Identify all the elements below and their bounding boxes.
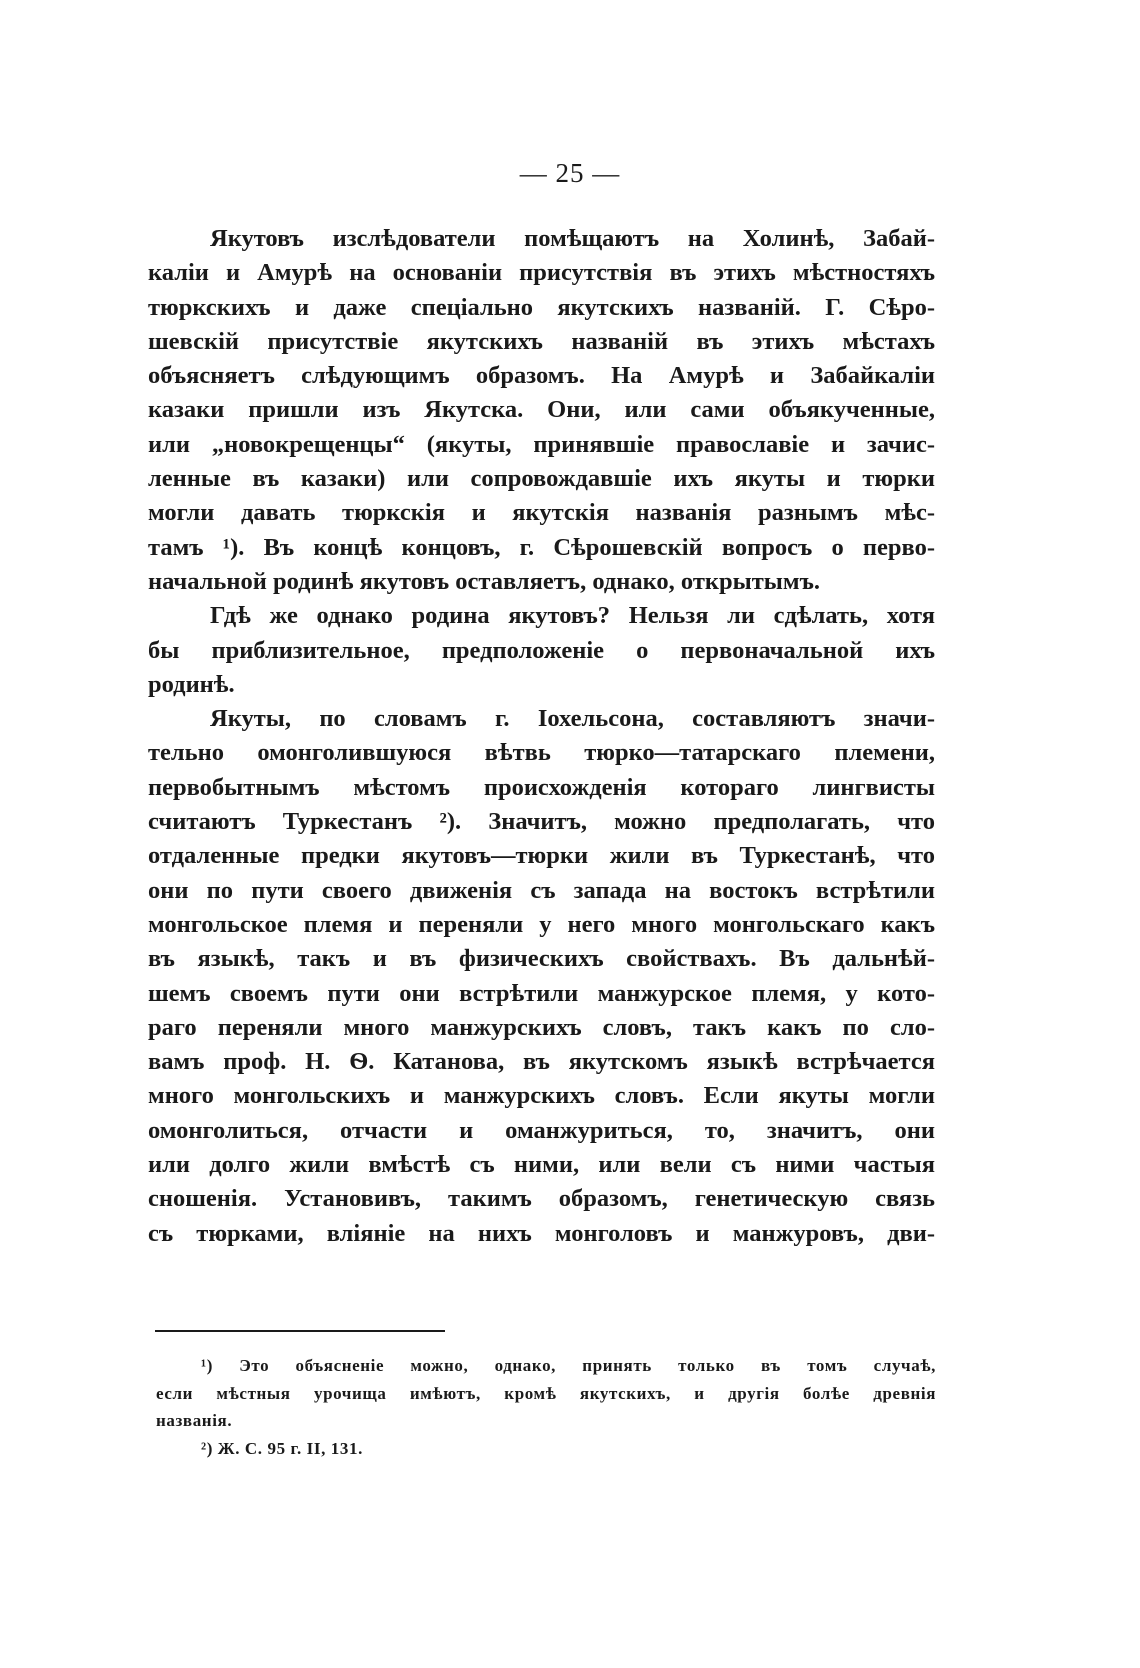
footnote-line: названія. — [156, 1411, 233, 1430]
footnote-line: ¹) Это объясненіе можно, однако, принять только въ томъ случаѣ, — [201, 1356, 936, 1375]
text-line: родинѣ. — [148, 670, 235, 698]
text-line: казаки пришли изъ Якутска. Они, или сами объякученные, — [148, 396, 935, 424]
text-line: раго переняли много манжурскихъ словъ, такъ какъ по сло- — [148, 1013, 935, 1041]
text-line: начальной родинѣ якутовъ оставляетъ, однако, открытымъ. — [148, 567, 821, 595]
text-line: они по пути своего движенія съ запада на востокъ встрѣтили — [148, 876, 935, 904]
text-line: или долго жили вмѣстѣ съ ними, или вели съ ними частыя — [148, 1151, 935, 1179]
text-line: монгольское племя и переняли у него много монгольскаго какъ — [148, 910, 935, 938]
text-line: сношенія. Установивъ, такимъ образомъ, генетическую связь — [148, 1185, 935, 1213]
text-line: шемъ своемъ пути они встрѣтили манжурское племя, у кото- — [148, 979, 935, 1007]
main-text — [148, 222, 935, 1251]
text-line: Якуты, по словамъ г. Іохельсона, составляютъ значи- — [210, 705, 935, 733]
footnotes — [156, 1352, 936, 1462]
footnote-divider — [155, 1330, 445, 1332]
text-line: каліи и Амурѣ на основаніи присутствія въ этихъ мѣстностяхъ — [148, 259, 935, 287]
text-line: первобытнымъ мѣстомъ происхожденія котораго лингвисты — [148, 773, 935, 801]
text-line: отдаленные предки якутовъ—тюрки жили въ Туркестанѣ, что — [148, 842, 935, 870]
text-line: въ языкѣ, такъ и въ физическихъ свойствахъ. Въ дальнѣй- — [148, 945, 935, 973]
text-line: бы приблизительное, предположеніе о первоначальной ихъ — [148, 636, 935, 664]
text-line: могли давать тюркскія и якутскія названія разнымъ мѣс- — [148, 499, 935, 527]
text-line: тельно омонголившуюся вѣтвь тюрко—татарскаго племени, — [148, 739, 935, 767]
footnote-line: если мѣстныя урочища имѣютъ, кромѣ якутскихъ, и другія болѣе древнія — [156, 1383, 936, 1403]
text-line: омонголиться, отчасти и оманжуриться, то, значитъ, они — [148, 1116, 935, 1144]
footnote-line: ²) Ж. С. 95 г. II, 131. — [201, 1438, 363, 1458]
text-line: Гдѣ же однако родина якутовъ? Нельзя ли сдѣлать, хотя — [210, 602, 935, 630]
text-line: тамъ ¹). Въ концѣ концовъ, г. Сѣрошевскій вопросъ о перво- — [148, 533, 935, 561]
text-line: тюркскихъ и даже спеціально якутскихъ названій. Г. Сѣро- — [148, 293, 935, 321]
text-line: считаютъ Туркестанъ ²). Значитъ, можно предполагать, что — [148, 808, 935, 836]
text-line: много монгольскихъ и манжурскихъ словъ. Если якуты могли — [148, 1082, 935, 1110]
text-line: ленные въ казаки) или сопровождавшіе ихъ якуты и тюрки — [148, 465, 935, 493]
text-line: шевскій присутствіе якутскихъ названій въ этихъ мѣстахъ — [148, 327, 935, 355]
text-line: Якутовъ изслѣдователи помѣщаютъ на Холинѣ, Забай- — [210, 225, 935, 252]
text-line: объясняетъ слѣдующимъ образомъ. На Амурѣ и Забайкаліи — [148, 362, 935, 390]
text-line: съ тюрками, вліяніе на нихъ монголовъ и манжуровъ, дви- — [148, 1219, 935, 1247]
text-line: или „новокрещенцы“ (якуты, принявшіе православіе и зачис- — [148, 430, 935, 458]
text-line: вамъ проф. Н. Ѳ. Катанова, въ якутскомъ языкѣ встрѣчается — [148, 1048, 935, 1076]
page-number: — 25 — — [519, 158, 621, 188]
